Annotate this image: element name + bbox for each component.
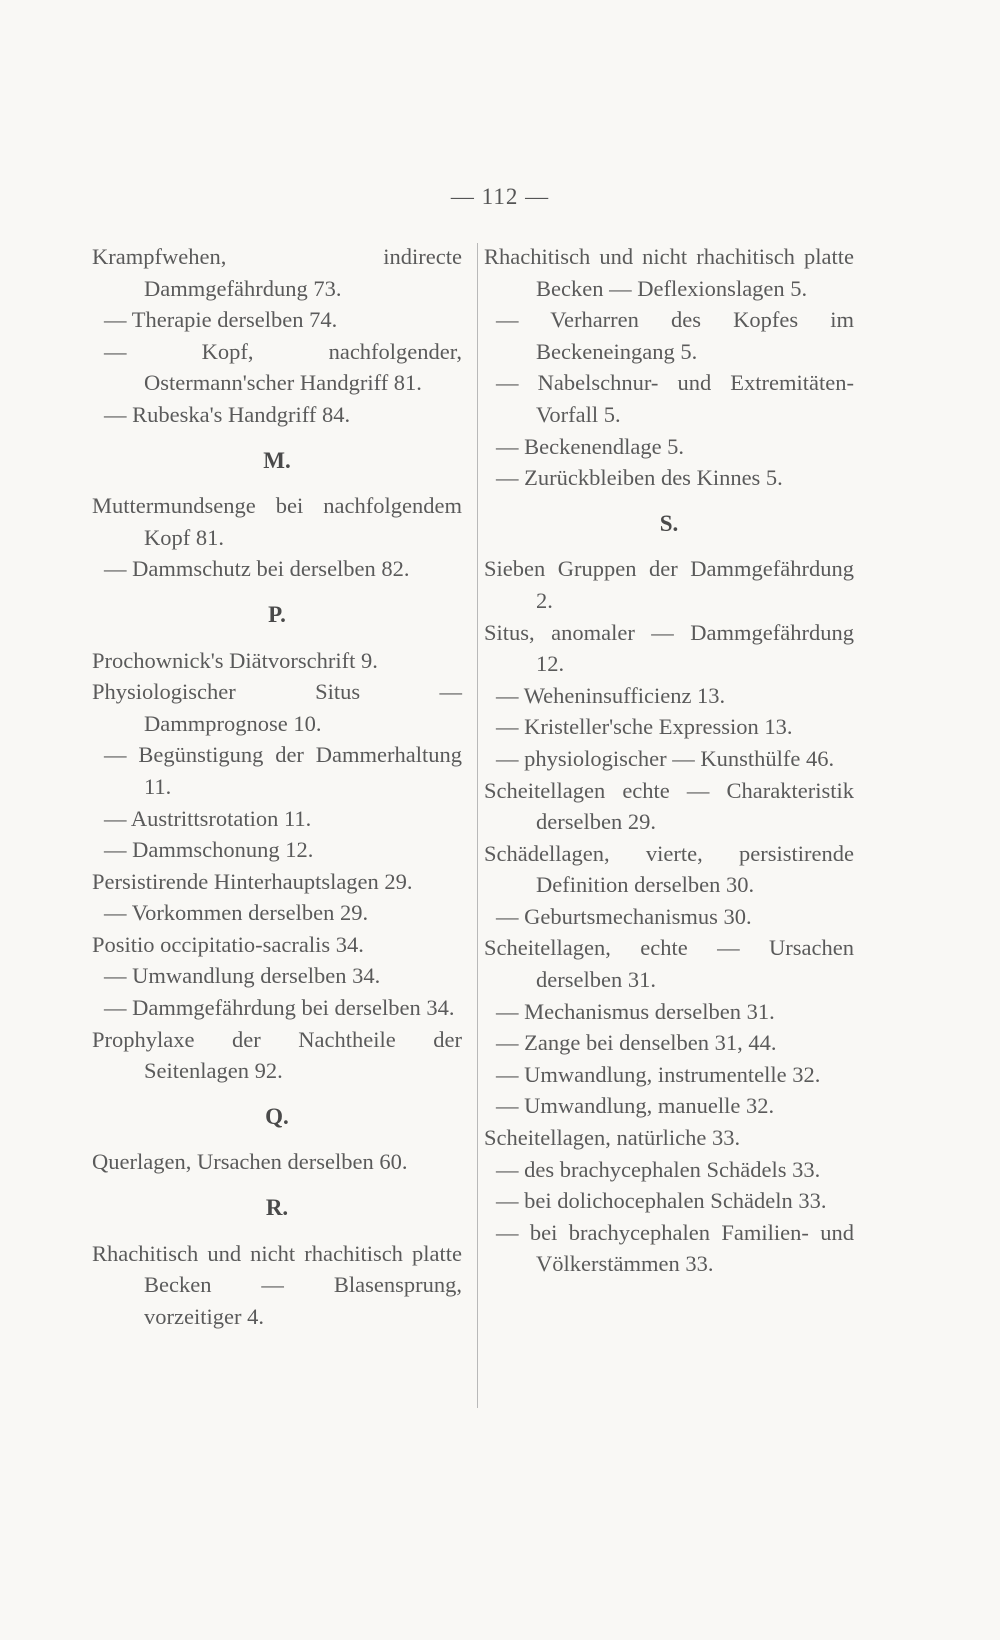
index-subentry: — Rubeska's Handgriff 84. xyxy=(104,401,351,427)
column-divider xyxy=(477,243,478,1408)
index-entry: Querlagen, Ursachen derselben 60. xyxy=(92,1149,408,1175)
index-entry: Sieben Gruppen der Dammgefährdung 2. xyxy=(484,556,854,613)
index-subentry: — Kristeller'sche Expression 13. xyxy=(496,714,793,740)
section-letter: P. xyxy=(268,601,286,627)
index-entry: Physiologischer Situs — Dammprognose 10. xyxy=(92,679,462,736)
index-entry: Schädellagen, vierte, persistirende Definition derselben 30. xyxy=(484,840,854,898)
index-entry: Rhachitisch und nicht rhachitisch platte Becken — Blasensprung, vorzeitiger 4. xyxy=(92,1240,462,1329)
index-entry: Scheitellagen echte — Charakteristik derselben 29. xyxy=(484,777,854,835)
index-subentry: — Weheninsufficienz 13. xyxy=(496,682,726,708)
index-subentry: — Zurückbleiben des Kinnes 5. xyxy=(496,465,783,491)
index-entry: Scheitellagen, natürliche 33. xyxy=(484,1125,741,1151)
index-column-right xyxy=(484,241,854,1280)
index-entry: Muttermundsenge bei nachfolgendem Kopf 81. xyxy=(92,493,462,550)
index-subentry: — bei brachycephalen Familien- und Völkerstämmen 33. xyxy=(496,1219,854,1277)
index-subentry: — Vorkommen derselben 29. xyxy=(104,900,369,926)
index-subentry: — des brachycephalen Schädels 33. xyxy=(496,1156,821,1182)
index-subentry: — bei dolichocephalen Schädeln 33. xyxy=(496,1188,827,1214)
index-subentry: — Geburtsmechanismus 30. xyxy=(496,903,752,929)
index-entry: Prophylaxe der Nachtheile der Seitenlagen 92. xyxy=(92,1026,462,1084)
index-subentry: — Verharren des Kopfes im Beckeneingang 5. xyxy=(496,307,854,364)
index-entry: Persistirende Hinterhauptslagen 29. xyxy=(92,868,413,894)
index-subentry: — Zange bei denselben 31, 44. xyxy=(496,1030,777,1056)
index-subentry: — Nabelschnur- und Extremitäten-Vorfall 5. xyxy=(496,370,854,427)
index-entry: Prochownick's Diätvorschrift 9. xyxy=(92,647,378,673)
index-entry: Scheitellagen, echte — Ursachen derselben 31. xyxy=(484,935,854,993)
index-entry: Rhachitisch und nicht rhachitisch platte Becken — Deflexionslagen 5. xyxy=(484,244,854,301)
index-entry: Positio occipitatio-sacralis 34. xyxy=(92,931,364,957)
index-subentry: — Dammgefährdung bei derselben 34. xyxy=(104,995,455,1021)
index-subentry: — Umwandlung derselben 34. xyxy=(104,963,381,989)
page-number: — 112 — xyxy=(450,184,550,209)
index-subentry: — Beckenendlage 5. xyxy=(496,433,685,459)
index-entry: Situs, anomaler — Dammgefährdung 12. xyxy=(484,619,854,677)
section-letter: Q. xyxy=(265,1103,289,1129)
section-letter: M. xyxy=(263,447,291,473)
index-subentry: — physiologischer — Kunsthülfe 46. xyxy=(496,745,835,771)
index-subentry: — Umwandlung, instrumentelle 32. xyxy=(496,1061,821,1087)
index-subentry: — Begünstigung der Dammerhaltung 11. xyxy=(104,742,462,799)
index-entry: Krampfwehen, indirecte Dammgefährdung 73. xyxy=(92,244,462,301)
index-subentry: — Mechanismus derselben 31. xyxy=(496,998,775,1024)
index-subentry: — Dammschutz bei derselben 82. xyxy=(104,556,410,582)
section-letter: R. xyxy=(265,1195,289,1221)
index-subentry: — Therapie derselben 74. xyxy=(104,307,338,333)
index-subentry: — Austrittsrotation 11. xyxy=(104,805,312,831)
section-letter: S. xyxy=(659,510,679,536)
index-subentry: — Umwandlung, manuelle 32. xyxy=(496,1093,775,1119)
index-column-left xyxy=(92,241,462,1332)
index-subentry: — Dammschonung 12. xyxy=(104,837,314,863)
index-subentry: — Kopf, nachfolgender, Ostermann'scher Handgriff 81. xyxy=(104,338,462,396)
